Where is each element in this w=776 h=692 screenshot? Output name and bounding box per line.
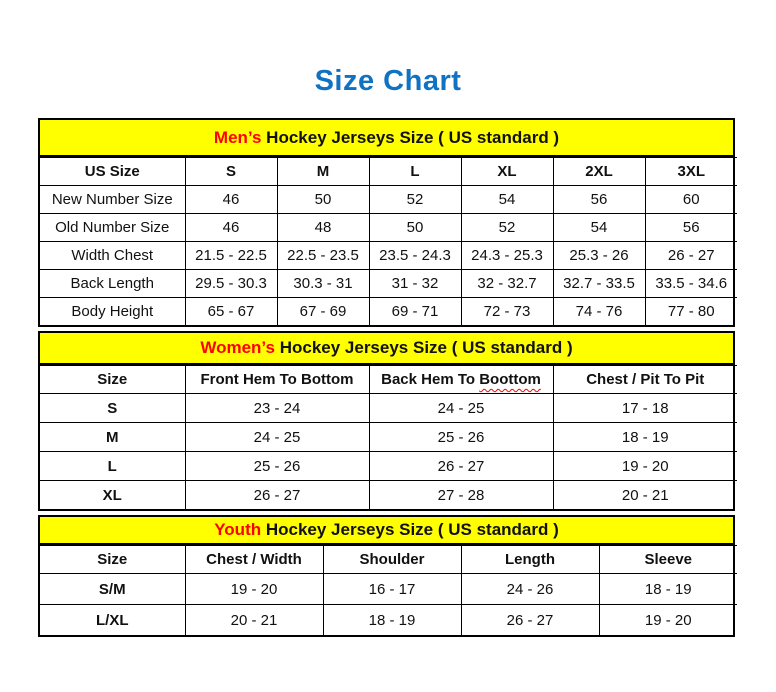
table-cell: 17 - 18 bbox=[553, 394, 737, 423]
table-cell: 50 bbox=[369, 214, 461, 242]
table-cell: 25 - 26 bbox=[185, 452, 369, 481]
row-label: L/XL bbox=[40, 605, 185, 636]
table-cell: 72 - 73 bbox=[461, 298, 553, 326]
table-row bbox=[40, 394, 737, 423]
size-tables-container bbox=[38, 118, 735, 637]
table-row bbox=[40, 270, 737, 298]
table-row bbox=[40, 574, 737, 605]
column-header: 2XL bbox=[553, 158, 645, 186]
row-label: Back Length bbox=[40, 270, 185, 298]
row-label: Body Height bbox=[40, 298, 185, 326]
table-cell: 31 - 32 bbox=[369, 270, 461, 298]
table-cell: 26 - 27 bbox=[461, 605, 599, 636]
table-row bbox=[40, 452, 737, 481]
column-header: Size bbox=[40, 546, 185, 574]
table-cell: 77 - 80 bbox=[645, 298, 737, 326]
column-header: Size bbox=[40, 366, 185, 394]
table-cell: 24 - 25 bbox=[369, 394, 553, 423]
womens-header-rest: Hockey Jerseys Size ( US standard ) bbox=[274, 338, 573, 357]
table-cell: 22.5 - 23.5 bbox=[277, 242, 369, 270]
table-row bbox=[40, 214, 737, 242]
youth-table-header bbox=[40, 517, 733, 545]
womens-size-table bbox=[40, 365, 737, 509]
womens-size-section bbox=[38, 331, 735, 511]
table-cell: 29.5 - 30.3 bbox=[185, 270, 277, 298]
column-header: Shoulder bbox=[323, 546, 461, 574]
column-header-row bbox=[40, 366, 737, 394]
table-row bbox=[40, 423, 737, 452]
row-label: S bbox=[40, 394, 185, 423]
column-header: US Size bbox=[40, 158, 185, 186]
row-label: M bbox=[40, 423, 185, 452]
table-cell: 23 - 24 bbox=[185, 394, 369, 423]
table-cell: 65 - 67 bbox=[185, 298, 277, 326]
row-label: Width Chest bbox=[40, 242, 185, 270]
table-cell: 54 bbox=[553, 214, 645, 242]
column-header-row bbox=[40, 158, 737, 186]
table-cell: 54 bbox=[461, 186, 553, 214]
table-cell: 33.5 - 34.6 bbox=[645, 270, 737, 298]
table-cell: 48 bbox=[277, 214, 369, 242]
header-text: Back Hem To bbox=[381, 371, 480, 388]
table-cell: 26 - 27 bbox=[369, 452, 553, 481]
table-row bbox=[40, 481, 737, 510]
column-header: 3XL bbox=[645, 158, 737, 186]
table-cell: 30.3 - 31 bbox=[277, 270, 369, 298]
table-row bbox=[40, 298, 737, 326]
table-cell: 27 - 28 bbox=[369, 481, 553, 510]
youth-size-section bbox=[38, 515, 735, 637]
youth-header-highlight: Youth bbox=[214, 520, 262, 539]
womens-header-highlight: Women’s bbox=[200, 338, 275, 357]
row-label: XL bbox=[40, 481, 185, 510]
mens-header-rest: Hockey Jerseys Size ( US standard ) bbox=[261, 127, 560, 147]
column-header: Length bbox=[461, 546, 599, 574]
table-cell: 24.3 - 25.3 bbox=[461, 242, 553, 270]
table-cell: 46 bbox=[185, 186, 277, 214]
table-cell: 26 - 27 bbox=[645, 242, 737, 270]
table-cell: 21.5 - 22.5 bbox=[185, 242, 277, 270]
table-cell: 19 - 20 bbox=[599, 605, 737, 636]
table-cell: 19 - 20 bbox=[185, 574, 323, 605]
table-cell: 74 - 76 bbox=[553, 298, 645, 326]
table-row bbox=[40, 186, 737, 214]
column-header: L bbox=[369, 158, 461, 186]
table-cell: 16 - 17 bbox=[323, 574, 461, 605]
table-cell: 23.5 - 24.3 bbox=[369, 242, 461, 270]
misspelled-word: Boottom bbox=[479, 371, 541, 388]
column-header-row bbox=[40, 546, 737, 574]
row-label: L bbox=[40, 452, 185, 481]
row-label: Old Number Size bbox=[40, 214, 185, 242]
column-header: Front Hem To Bottom bbox=[185, 366, 369, 394]
column-header: M bbox=[277, 158, 369, 186]
table-cell: 19 - 20 bbox=[553, 452, 737, 481]
table-cell: 56 bbox=[645, 214, 737, 242]
table-row bbox=[40, 605, 737, 636]
row-label: New Number Size bbox=[40, 186, 185, 214]
table-cell: 46 bbox=[185, 214, 277, 242]
table-cell: 18 - 19 bbox=[599, 574, 737, 605]
table-cell: 67 - 69 bbox=[277, 298, 369, 326]
table-cell: 52 bbox=[461, 214, 553, 242]
table-cell: 20 - 21 bbox=[185, 605, 323, 636]
table-cell: 25 - 26 bbox=[369, 423, 553, 452]
mens-header-highlight: Men’s bbox=[213, 127, 262, 147]
mens-size-section bbox=[38, 118, 735, 327]
row-label: S/M bbox=[40, 574, 185, 605]
table-cell: 69 - 71 bbox=[369, 298, 461, 326]
youth-header-rest: Hockey Jerseys Size ( US standard ) bbox=[261, 520, 559, 539]
page-title: Size Chart bbox=[314, 65, 462, 97]
table-row bbox=[40, 242, 737, 270]
mens-size-table bbox=[40, 157, 737, 325]
column-header: Sleeve bbox=[599, 546, 737, 574]
table-cell: 56 bbox=[553, 186, 645, 214]
column-header: S bbox=[185, 158, 277, 186]
table-cell: 20 - 21 bbox=[553, 481, 737, 510]
table-cell: 26 - 27 bbox=[185, 481, 369, 510]
table-cell: 60 bbox=[645, 186, 737, 214]
column-header: XL bbox=[461, 158, 553, 186]
table-cell: 24 - 25 bbox=[185, 423, 369, 452]
table-cell: 25.3 - 26 bbox=[553, 242, 645, 270]
table-cell: 18 - 19 bbox=[553, 423, 737, 452]
table-cell: 18 - 19 bbox=[323, 605, 461, 636]
mens-table-header bbox=[40, 120, 733, 157]
womens-table-header bbox=[40, 333, 733, 365]
column-header bbox=[369, 366, 553, 394]
column-header: Chest / Width bbox=[185, 546, 323, 574]
table-cell: 52 bbox=[369, 186, 461, 214]
table-cell: 50 bbox=[277, 186, 369, 214]
table-cell: 32 - 32.7 bbox=[461, 270, 553, 298]
youth-size-table bbox=[40, 545, 737, 635]
column-header: Chest / Pit To Pit bbox=[553, 366, 737, 394]
table-cell: 24 - 26 bbox=[461, 574, 599, 605]
table-cell: 32.7 - 33.5 bbox=[553, 270, 645, 298]
